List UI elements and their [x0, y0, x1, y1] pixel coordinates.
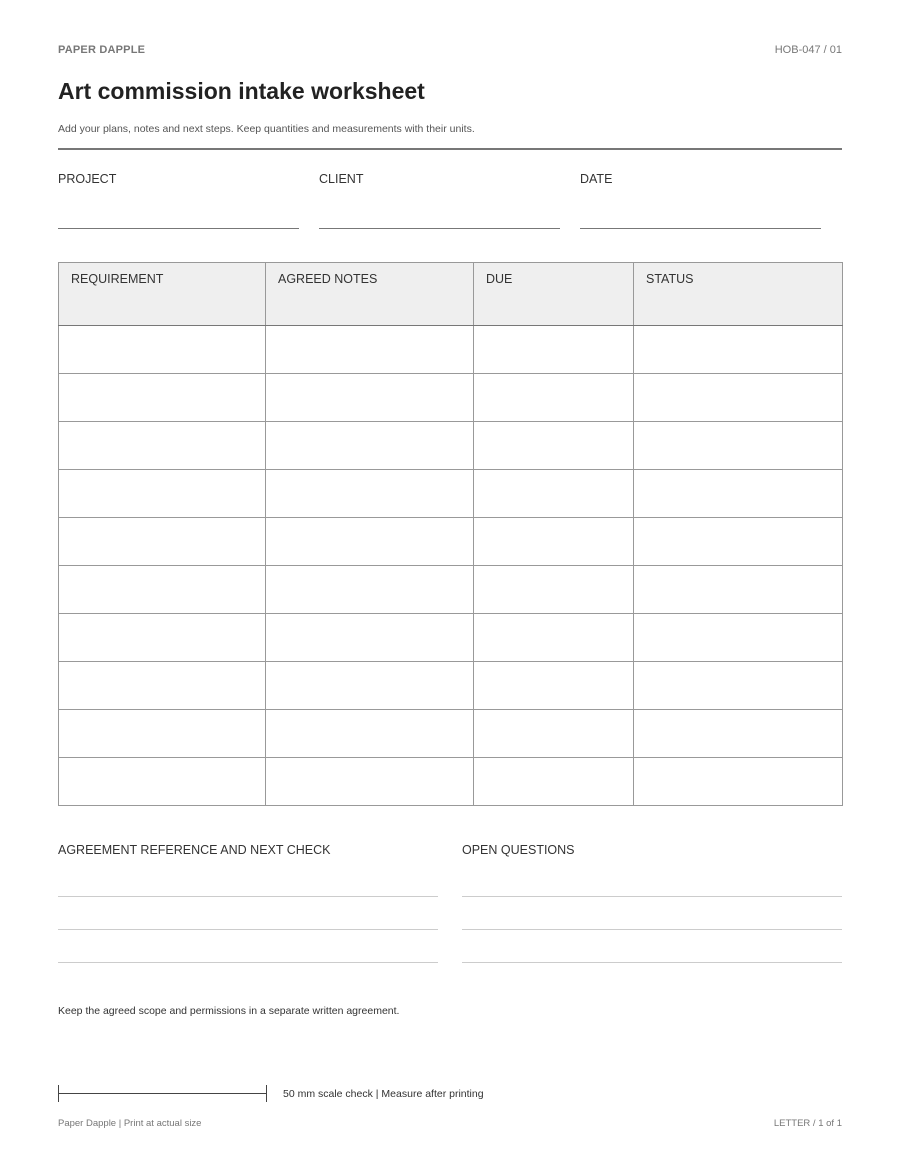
questions-write-line[interactable] — [462, 929, 842, 930]
scale-check-bar — [58, 1085, 268, 1103]
project-write-line — [58, 228, 299, 229]
footer-right: LETTER / 1 of 1 — [773, 1118, 842, 1129]
table-row — [59, 374, 843, 422]
table-row — [59, 758, 843, 806]
table-cell-due[interactable] — [474, 326, 634, 374]
table-row — [59, 326, 843, 374]
agreement-reference-label: AGREEMENT REFERENCE AND NEXT CHECK — [58, 843, 331, 857]
questions-write-line[interactable] — [462, 896, 842, 897]
table-row — [59, 710, 843, 758]
table-row — [59, 422, 843, 470]
table-cell-requirement[interactable] — [59, 566, 266, 614]
table-row — [59, 470, 843, 518]
table-cell-agreed-notes[interactable] — [266, 710, 474, 758]
table-cell-requirement[interactable] — [59, 326, 266, 374]
header-divider — [58, 148, 842, 150]
table-row — [59, 518, 843, 566]
table-cell-status[interactable] — [634, 470, 843, 518]
agreement-footnote: Keep the agreed scope and permissions in a separate written agreement. — [58, 1005, 400, 1017]
scale-check-label: 50 mm scale check | Measure after printing — [283, 1088, 484, 1100]
table-cell-status[interactable] — [634, 614, 843, 662]
brand-name: PAPER DAPPLE — [58, 44, 146, 56]
column-header-status: STATUS — [634, 263, 843, 326]
client-write-line — [319, 228, 560, 229]
table-cell-requirement[interactable] — [59, 710, 266, 758]
questions-write-line[interactable] — [462, 962, 842, 963]
table-cell-requirement[interactable] — [59, 614, 266, 662]
scale-line — [58, 1093, 266, 1094]
table-row — [59, 614, 843, 662]
table-cell-due[interactable] — [474, 662, 634, 710]
open-questions-label: OPEN QUESTIONS — [462, 843, 575, 857]
table-cell-agreed-notes[interactable] — [266, 614, 474, 662]
page-subtitle: Add your plans, notes and next steps. Keep quantities and measurements with their units. — [58, 123, 475, 135]
table-cell-due[interactable] — [474, 518, 634, 566]
project-label: PROJECT — [58, 172, 117, 186]
table-cell-requirement[interactable] — [59, 662, 266, 710]
table-cell-due[interactable] — [474, 614, 634, 662]
table-cell-requirement[interactable] — [59, 518, 266, 566]
date-field[interactable] — [580, 172, 821, 186]
table-header-row — [59, 263, 843, 326]
table-cell-agreed-notes[interactable] — [266, 518, 474, 566]
agreement-reference-section — [58, 843, 438, 857]
table-cell-status[interactable] — [634, 326, 843, 374]
agreement-write-line[interactable] — [58, 962, 438, 963]
client-label: CLIENT — [319, 172, 364, 186]
table-cell-requirement[interactable] — [59, 374, 266, 422]
table-cell-status[interactable] — [634, 566, 843, 614]
date-write-line — [580, 228, 821, 229]
document-number: HOB-047 / 01 — [774, 44, 842, 56]
table-row — [59, 566, 843, 614]
table-cell-due[interactable] — [474, 758, 634, 806]
scale-tick-end — [266, 1085, 267, 1102]
table-cell-due[interactable] — [474, 374, 634, 422]
table-cell-agreed-notes[interactable] — [266, 662, 474, 710]
open-questions-section — [462, 843, 842, 857]
project-field[interactable] — [58, 172, 299, 186]
client-field[interactable] — [319, 172, 560, 186]
table-cell-due[interactable] — [474, 566, 634, 614]
table-cell-status[interactable] — [634, 662, 843, 710]
table-cell-due[interactable] — [474, 710, 634, 758]
table-row — [59, 662, 843, 710]
table-cell-status[interactable] — [634, 518, 843, 566]
column-header-agreed-notes: AGREED NOTES — [266, 263, 474, 326]
table-cell-agreed-notes[interactable] — [266, 374, 474, 422]
requirements-table — [58, 262, 843, 806]
agreement-write-line[interactable] — [58, 929, 438, 930]
table-cell-agreed-notes[interactable] — [266, 566, 474, 614]
table-cell-agreed-notes[interactable] — [266, 470, 474, 518]
table-cell-status[interactable] — [634, 374, 843, 422]
table-cell-due[interactable] — [474, 422, 634, 470]
date-label: DATE — [580, 172, 613, 186]
table-cell-due[interactable] — [474, 470, 634, 518]
table-cell-agreed-notes[interactable] — [266, 758, 474, 806]
column-header-due: DUE — [474, 263, 634, 326]
column-header-requirement: REQUIREMENT — [59, 263, 266, 326]
agreement-write-line[interactable] — [58, 896, 438, 897]
table-cell-status[interactable] — [634, 422, 843, 470]
table-cell-requirement[interactable] — [59, 422, 266, 470]
table-cell-requirement[interactable] — [59, 470, 266, 518]
table-cell-agreed-notes[interactable] — [266, 326, 474, 374]
table-cell-status[interactable] — [634, 758, 843, 806]
page-title: Art commission intake worksheet — [58, 78, 425, 104]
table-cell-agreed-notes[interactable] — [266, 422, 474, 470]
table-cell-status[interactable] — [634, 710, 843, 758]
footer-left: Paper Dapple | Print at actual size — [58, 1118, 202, 1129]
table-cell-requirement[interactable] — [59, 758, 266, 806]
